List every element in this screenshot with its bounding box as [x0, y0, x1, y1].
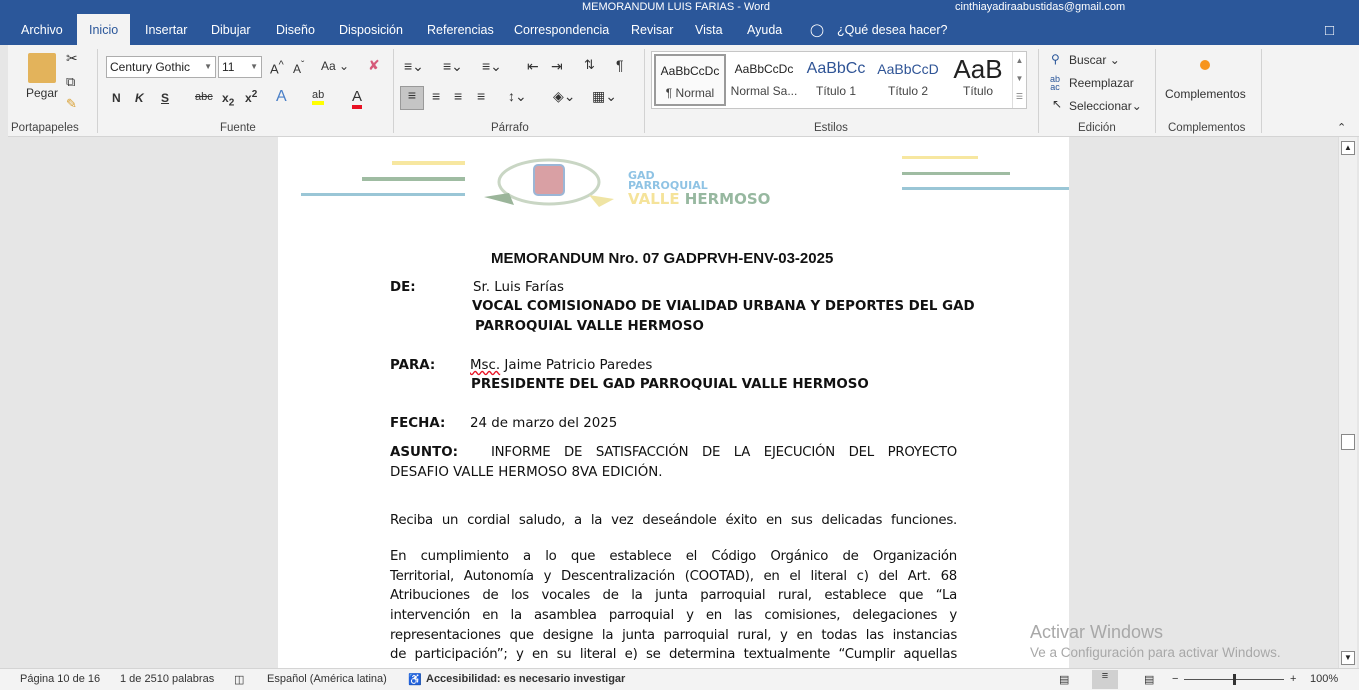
- font-size-select[interactable]: 11 ▼: [218, 56, 262, 78]
- styles-scroll[interactable]: ▲ ▼ ☰: [1012, 52, 1026, 108]
- group-label-clipboard: Portapapeles: [11, 122, 79, 134]
- window-title: MEMORANDUM LUIS FARIAS - Word: [582, 1, 771, 13]
- group-label-font: Fuente: [220, 122, 256, 134]
- activate-windows-watermark: Activar Windows Ve a Configuración para activar Windows.: [1030, 622, 1281, 660]
- tab-archivo[interactable]: Archivo: [21, 23, 63, 37]
- tab-revisar[interactable]: Revisar: [631, 23, 674, 37]
- asunto-line1: INFORME DE SATISFACCIÓN DE LA EJECUCIÓN DEL PROYECTO: [491, 445, 957, 460]
- accessibility-status[interactable]: Accesibilidad: es necesario investigar: [426, 673, 626, 685]
- font-color-icon[interactable]: A: [352, 88, 362, 109]
- addins-button[interactable]: Complementos: [1165, 87, 1246, 101]
- collapse-ribbon-icon[interactable]: ⌃: [1337, 122, 1347, 134]
- fecha-label: FECHA:: [390, 416, 446, 431]
- scroll-down-icon[interactable]: ▼: [1341, 651, 1355, 665]
- find-button[interactable]: Buscar ⌄: [1069, 53, 1120, 67]
- highlight-icon[interactable]: ab: [312, 89, 324, 105]
- format-painter-icon[interactable]: ✎: [66, 96, 77, 111]
- show-marks-icon[interactable]: ¶: [616, 57, 624, 73]
- tab-referencias[interactable]: Referencias: [427, 23, 494, 37]
- document-page[interactable]: [278, 137, 1069, 668]
- tab-disposicion[interactable]: Disposición: [339, 23, 403, 37]
- justify-icon[interactable]: ≡: [477, 88, 486, 104]
- bold-button[interactable]: N: [112, 91, 121, 105]
- para-role: PRESIDENTE DEL GAD PARROQUIAL VALLE HERMOSO: [471, 377, 869, 392]
- body-line: Territorial, Autonomía y Descentralización (COOTAD), en el literal c) del Art. 68: [390, 569, 957, 584]
- ribbon-tabs: [0, 14, 1359, 45]
- de-role-line2: PARROQUIAL VALLE HERMOSO: [475, 319, 704, 334]
- account-email[interactable]: cinthiayadiraabustidas@gmail.com: [955, 1, 1126, 13]
- ribbon: [8, 45, 1359, 137]
- style-titulo-2[interactable]: AaBbCcD Título 2: [877, 61, 939, 98]
- logo-text: GAD PARROQUIAL VALLE HERMOSO: [628, 169, 771, 208]
- align-right-icon[interactable]: ≡: [454, 88, 463, 104]
- paste-button[interactable]: Pegar: [26, 86, 59, 100]
- cursor-icon: ↖: [1052, 97, 1063, 111]
- word-count[interactable]: 1 de 2510 palabras: [120, 673, 215, 685]
- accessibility-icon: ♿: [408, 674, 422, 686]
- body-line: intervención en la asamblea parroquial y en las comisiones, delegaciones y: [390, 608, 957, 623]
- replace-icon: ab ac: [1050, 74, 1061, 92]
- scroll-thumb[interactable]: [1341, 434, 1355, 450]
- body-line: de participación”; y en su literal e) se determina textualmente “Cumplir aquellas: [390, 647, 957, 662]
- zoom-out-button[interactable]: −: [1172, 673, 1179, 685]
- vertical-scrollbar[interactable]: [1338, 137, 1357, 668]
- style-titulo[interactable]: AaB Título: [953, 54, 1003, 98]
- align-center-icon[interactable]: ≡: [432, 88, 441, 104]
- tab-insertar[interactable]: Insertar: [145, 23, 188, 37]
- copy-icon[interactable]: ⧉: [66, 74, 76, 89]
- replace-button[interactable]: Reemplazar: [1069, 76, 1134, 90]
- shading-icon[interactable]: ◈⌄: [553, 88, 576, 104]
- tab-dibujar[interactable]: Dibujar: [211, 23, 251, 37]
- group-label-addins: Complementos: [1168, 122, 1246, 134]
- italic-button[interactable]: K: [135, 91, 144, 105]
- font-name-value: Century Gothic: [110, 60, 191, 74]
- clear-formatting-icon[interactable]: ✘: [368, 57, 380, 73]
- line-spacing-icon[interactable]: ↕⌄: [508, 88, 527, 104]
- scroll-up-icon[interactable]: ▲: [1341, 141, 1355, 155]
- search-icon: ⚲: [1051, 52, 1060, 66]
- superscript-icon[interactable]: $x^2$: [245, 89, 258, 105]
- language[interactable]: Español (América latina): [267, 673, 387, 685]
- tab-correspondencia[interactable]: Correspondencia: [514, 23, 610, 37]
- grow-font-icon[interactable]: A^: [270, 59, 284, 77]
- select-button[interactable]: Seleccionar⌄: [1069, 99, 1142, 113]
- title-bar: [0, 0, 1359, 14]
- fecha-value: 24 de marzo del 2025: [470, 416, 618, 431]
- body-line: Atribuciones de los vocales de la junta parroquial rural, establece que “La: [390, 588, 957, 603]
- zoom-level[interactable]: 100%: [1310, 673, 1339, 685]
- shrink-font-icon[interactable]: $A^ˇ$: [293, 60, 305, 76]
- group-label-editing: Edición: [1078, 122, 1116, 134]
- gad-logo: [474, 157, 624, 207]
- style-normal-sa[interactable]: AaBbCcDc Normal Sa...: [730, 62, 798, 98]
- web-layout-icon[interactable]: ▤: [1144, 674, 1155, 686]
- strikethrough-button[interactable]: abc: [195, 91, 213, 103]
- page-count[interactable]: Página 10 de 16: [20, 673, 101, 685]
- tab-ayuda[interactable]: Ayuda: [747, 23, 783, 37]
- body-line: En cumplimiento a lo que establece el Código Orgánico de Organización: [390, 549, 957, 564]
- tell-me-search[interactable]: ¿Qué desea hacer?: [837, 23, 948, 37]
- text-effects-icon[interactable]: A: [276, 88, 287, 105]
- bullets-icon[interactable]: ≡⌄: [404, 58, 424, 74]
- numbering-icon[interactable]: ≡⌄: [443, 58, 463, 74]
- zoom-in-button[interactable]: +: [1290, 673, 1297, 685]
- group-label-styles: Estilos: [814, 122, 848, 134]
- borders-icon[interactable]: ▦⌄: [592, 88, 617, 104]
- para-label: PARA:: [390, 358, 436, 373]
- subscript-icon[interactable]: $x_2$: [222, 91, 235, 109]
- addins-icon: [1200, 60, 1210, 70]
- style-titulo-1[interactable]: AaBbCc Título 1: [806, 60, 866, 98]
- lightbulb-icon: ◯: [810, 23, 824, 37]
- print-layout-icon[interactable]: ≡: [1092, 670, 1118, 689]
- comment-icon[interactable]: □: [1325, 22, 1335, 39]
- greeting: Reciba un cordial saludo, a la vez deseándole éxito en sus delicadas funciones.: [390, 513, 957, 528]
- underline-button[interactable]: S: [161, 91, 170, 105]
- para-name: Msc. Jaime Patricio Paredes: [470, 358, 653, 373]
- styles-gallery: [651, 51, 1027, 109]
- proofing-icon[interactable]: ◫: [234, 674, 245, 686]
- body-line: representaciones que designe la junta parroquial rural, y en todas las instancias: [390, 628, 957, 643]
- decrease-indent-icon[interactable]: ⇤: [527, 58, 539, 74]
- memo-title: MEMORANDUM Nro. 07 GADPRVH-ENV-03-2025: [491, 250, 834, 267]
- tab-inicio[interactable]: Inicio: [77, 14, 130, 45]
- group-label-paragraph: Párrafo: [491, 122, 529, 134]
- style-normal[interactable]: AaBbCcDc ¶ Normal: [654, 54, 726, 106]
- paste-icon[interactable]: [28, 53, 56, 83]
- cut-icon[interactable]: ✂: [66, 50, 78, 66]
- tab-diseno[interactable]: Diseño: [276, 23, 315, 37]
- tab-vista[interactable]: Vista: [695, 23, 723, 37]
- change-case-button[interactable]: Aa ⌄: [321, 59, 350, 73]
- read-mode-icon[interactable]: ▤: [1059, 674, 1070, 686]
- status-bar: [0, 668, 1359, 690]
- increase-indent-icon[interactable]: ⇥: [551, 58, 563, 74]
- font-name-select[interactable]: Century Gothic ▼: [106, 56, 216, 78]
- sort-icon[interactable]: ⇅: [584, 57, 595, 72]
- de-role-line1: VOCAL COMISIONADO DE VIALIDAD URBANA Y DEPORTES DEL GAD: [472, 299, 975, 314]
- asunto-label: ASUNTO:: [390, 445, 458, 460]
- zoom-slider-thumb[interactable]: [1233, 674, 1236, 685]
- de-label: DE:: [390, 280, 416, 295]
- multilevel-list-icon[interactable]: ≡⌄: [482, 58, 502, 74]
- align-left-icon[interactable]: ≡: [400, 86, 424, 110]
- de-name: Sr. Luis Farías: [473, 280, 565, 295]
- asunto-line2: DESAFIO VALLE HERMOSO 8VA EDICIÓN.: [390, 465, 663, 480]
- font-size-value: 11: [222, 60, 235, 74]
